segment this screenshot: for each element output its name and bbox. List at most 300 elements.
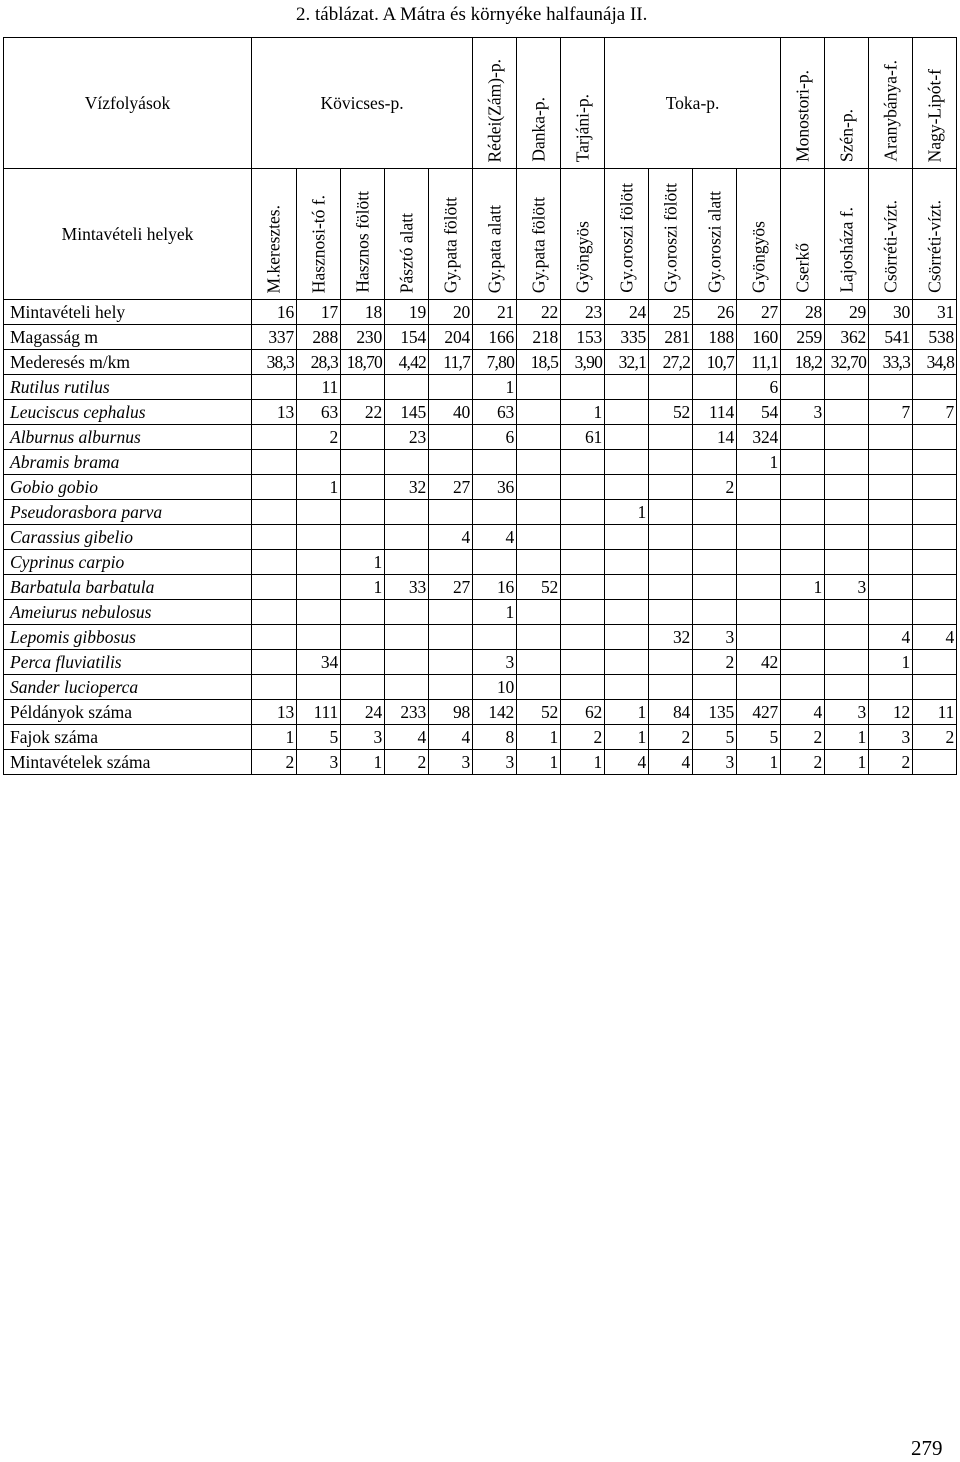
value-cell <box>825 475 869 500</box>
value-cell <box>517 675 561 700</box>
value-cell <box>913 425 957 450</box>
value-cell <box>385 500 429 525</box>
row-label: Példányok száma <box>4 700 252 725</box>
value-cell <box>605 375 649 400</box>
value-cell <box>429 450 473 475</box>
value-cell: 166 <box>473 325 517 350</box>
value-cell: 54 <box>737 400 781 425</box>
value-cell <box>252 500 297 525</box>
value-cell <box>252 475 297 500</box>
value-cell: 27 <box>429 475 473 500</box>
value-cell: 142 <box>473 700 517 725</box>
value-cell <box>693 575 737 600</box>
watercourse-cell <box>825 38 869 169</box>
value-cell <box>561 375 605 400</box>
value-cell <box>913 575 957 600</box>
value-cell <box>693 525 737 550</box>
header-row-watercourses <box>4 38 957 169</box>
value-cell <box>605 625 649 650</box>
value-cell <box>341 525 385 550</box>
value-cell: 4 <box>869 625 913 650</box>
value-cell: 18 <box>341 300 385 325</box>
value-cell <box>429 375 473 400</box>
value-cell <box>429 550 473 575</box>
value-cell <box>825 425 869 450</box>
value-cell: 10,7 <box>693 350 737 375</box>
watercourse-cell <box>473 38 517 169</box>
site-cell <box>429 169 473 300</box>
value-cell <box>605 425 649 450</box>
value-cell <box>781 500 825 525</box>
value-cell: 16 <box>252 300 297 325</box>
value-cell <box>649 550 693 575</box>
table-row <box>4 325 957 350</box>
value-cell: 18,5 <box>517 350 561 375</box>
value-cell: 1 <box>473 600 517 625</box>
watercourse-name: Rédei(Zám)-p. <box>483 58 504 162</box>
value-cell <box>252 525 297 550</box>
value-cell: 22 <box>517 300 561 325</box>
value-cell <box>385 650 429 675</box>
value-cell <box>252 600 297 625</box>
value-cell: 1 <box>517 750 561 775</box>
value-cell <box>869 450 913 475</box>
value-cell <box>649 475 693 500</box>
value-cell <box>429 625 473 650</box>
value-cell: 23 <box>561 300 605 325</box>
value-cell <box>693 375 737 400</box>
value-cell: 5 <box>297 725 341 750</box>
value-cell <box>517 500 561 525</box>
value-cell: 32,70 <box>825 350 869 375</box>
value-cell: 63 <box>297 400 341 425</box>
value-cell: 3 <box>297 750 341 775</box>
value-cell <box>605 400 649 425</box>
site-cell <box>869 169 913 300</box>
watercourse-name: Tarjáni-p. <box>571 93 592 162</box>
value-cell: 42 <box>737 650 781 675</box>
value-cell: 2 <box>781 725 825 750</box>
value-cell: 3 <box>341 725 385 750</box>
value-cell: 2 <box>385 750 429 775</box>
value-cell: 1 <box>825 725 869 750</box>
value-cell <box>605 525 649 550</box>
value-cell: 2 <box>913 725 957 750</box>
value-cell <box>561 525 605 550</box>
value-cell <box>781 625 825 650</box>
value-cell: 4 <box>429 725 473 750</box>
table-row <box>4 425 957 450</box>
value-cell: 98 <box>429 700 473 725</box>
value-cell: 27 <box>429 575 473 600</box>
value-cell <box>385 375 429 400</box>
table-row <box>4 625 957 650</box>
value-cell: 145 <box>385 400 429 425</box>
value-cell: 2 <box>252 750 297 775</box>
table-row <box>4 375 957 400</box>
value-cell: 324 <box>737 425 781 450</box>
value-cell: 61 <box>561 425 605 450</box>
value-cell <box>913 375 957 400</box>
value-cell: 2 <box>869 750 913 775</box>
value-cell: 34 <box>297 650 341 675</box>
value-cell: 30 <box>869 300 913 325</box>
watercourse-cell <box>781 38 825 169</box>
site-name: Gy.oroszi fölött <box>615 183 636 293</box>
value-cell <box>341 675 385 700</box>
value-cell <box>693 550 737 575</box>
value-cell <box>737 625 781 650</box>
value-cell <box>781 525 825 550</box>
value-cell: 18,2 <box>781 350 825 375</box>
value-cell <box>561 550 605 575</box>
value-cell <box>781 600 825 625</box>
value-cell: 281 <box>649 325 693 350</box>
value-cell: 33,3 <box>869 350 913 375</box>
value-cell: 17 <box>297 300 341 325</box>
value-cell <box>297 500 341 525</box>
site-name: Gy.oroszi alatt <box>703 191 724 293</box>
value-cell <box>517 400 561 425</box>
value-cell: 2 <box>297 425 341 450</box>
value-cell: 28,3 <box>297 350 341 375</box>
value-cell: 362 <box>825 325 869 350</box>
site-name: Csörréti-vízt. <box>879 200 900 293</box>
row-label: Mintavételi hely <box>4 300 252 325</box>
site-cell <box>252 169 297 300</box>
value-cell <box>297 525 341 550</box>
value-cell: 1 <box>737 750 781 775</box>
value-cell: 2 <box>561 725 605 750</box>
value-cell <box>385 525 429 550</box>
value-cell <box>385 625 429 650</box>
site-name: Gy.pata fölött <box>439 196 460 293</box>
value-cell: 114 <box>693 400 737 425</box>
value-cell: 1 <box>297 475 341 500</box>
value-cell: 1 <box>869 650 913 675</box>
value-cell <box>517 525 561 550</box>
value-cell: 4 <box>913 625 957 650</box>
watercourse-cell <box>517 38 561 169</box>
value-cell <box>385 675 429 700</box>
table-row <box>4 750 957 775</box>
value-cell <box>341 500 385 525</box>
value-cell: 7,80 <box>473 350 517 375</box>
value-cell <box>252 625 297 650</box>
watercourse-cell <box>561 38 605 169</box>
value-cell <box>737 600 781 625</box>
value-cell <box>869 550 913 575</box>
value-cell <box>297 575 341 600</box>
value-cell: 3 <box>473 650 517 675</box>
value-cell: 4 <box>385 725 429 750</box>
watercourse-name: Nagy-Lipót-f <box>923 68 944 162</box>
species-name: Pseudorasbora parva <box>4 500 252 525</box>
value-cell <box>252 425 297 450</box>
species-name: Abramis brama <box>4 450 252 475</box>
value-cell: 3 <box>869 725 913 750</box>
value-cell: 188 <box>693 325 737 350</box>
table-row <box>4 350 957 375</box>
value-cell <box>341 475 385 500</box>
value-cell <box>737 525 781 550</box>
table-row <box>4 300 957 325</box>
species-name: Lepomis gibbosus <box>4 625 252 650</box>
value-cell: 23 <box>385 425 429 450</box>
value-cell <box>517 625 561 650</box>
value-cell <box>341 625 385 650</box>
species-name: Perca fluviatilis <box>4 650 252 675</box>
value-cell <box>429 600 473 625</box>
value-cell <box>825 675 869 700</box>
value-cell <box>913 650 957 675</box>
value-cell <box>605 575 649 600</box>
value-cell <box>385 450 429 475</box>
value-cell <box>473 450 517 475</box>
site-cell <box>517 169 561 300</box>
value-cell: 6 <box>737 375 781 400</box>
species-name: Gobio gobio <box>4 475 252 500</box>
site-name: Pásztó alatt <box>395 212 416 293</box>
value-cell <box>605 600 649 625</box>
row-label: Mintavételek száma <box>4 750 252 775</box>
value-cell: 1 <box>605 500 649 525</box>
value-cell: 1 <box>605 700 649 725</box>
value-cell: 233 <box>385 700 429 725</box>
value-cell: 218 <box>517 325 561 350</box>
row-label: Mederesés m/km <box>4 350 252 375</box>
value-cell <box>825 525 869 550</box>
value-cell <box>297 450 341 475</box>
value-cell: 3 <box>825 575 869 600</box>
value-cell <box>649 650 693 675</box>
value-cell: 204 <box>429 325 473 350</box>
value-cell: 4 <box>605 750 649 775</box>
value-cell: 1 <box>341 550 385 575</box>
value-cell: 32 <box>649 625 693 650</box>
value-cell: 10 <box>473 675 517 700</box>
row-label: Fajok száma <box>4 725 252 750</box>
table-row <box>4 600 957 625</box>
value-cell <box>781 650 825 675</box>
value-cell: 111 <box>297 700 341 725</box>
watercourse-cell: Kövicses-p. <box>252 38 473 169</box>
value-cell <box>297 625 341 650</box>
value-cell: 62 <box>561 700 605 725</box>
species-name: Leuciscus cephalus <box>4 400 252 425</box>
value-cell: 4 <box>649 750 693 775</box>
value-cell <box>869 575 913 600</box>
value-cell <box>869 425 913 450</box>
value-cell <box>561 575 605 600</box>
value-cell: 1 <box>737 450 781 475</box>
value-cell: 337 <box>252 325 297 350</box>
sites-header: Mintavételi helyek <box>4 169 252 300</box>
value-cell: 27 <box>737 300 781 325</box>
value-cell: 1 <box>781 575 825 600</box>
value-cell <box>869 500 913 525</box>
value-cell: 2 <box>649 725 693 750</box>
value-cell <box>825 500 869 525</box>
value-cell: 29 <box>825 300 869 325</box>
value-cell <box>605 650 649 675</box>
value-cell: 52 <box>517 700 561 725</box>
site-name: Gyöngyös <box>747 221 768 293</box>
site-name: Gy.pata fölött <box>527 196 548 293</box>
watercourse-cell: Toka-p. <box>605 38 781 169</box>
site-cell <box>297 169 341 300</box>
value-cell: 538 <box>913 325 957 350</box>
species-name: Rutilus rutilus <box>4 375 252 400</box>
value-cell <box>913 675 957 700</box>
value-cell: 7 <box>869 400 913 425</box>
value-cell <box>649 425 693 450</box>
value-cell <box>561 600 605 625</box>
value-cell <box>913 450 957 475</box>
value-cell <box>561 475 605 500</box>
value-cell <box>649 525 693 550</box>
value-cell: 11 <box>297 375 341 400</box>
value-cell: 24 <box>605 300 649 325</box>
value-cell <box>561 650 605 675</box>
site-name: Gy.oroszi fölött <box>659 183 680 293</box>
value-cell <box>341 450 385 475</box>
value-cell <box>605 550 649 575</box>
value-cell: 335 <box>605 325 649 350</box>
value-cell <box>429 650 473 675</box>
value-cell: 160 <box>737 325 781 350</box>
value-cell <box>385 550 429 575</box>
species-name: Alburnus alburnus <box>4 425 252 450</box>
site-cell <box>737 169 781 300</box>
site-name: Gy.pata alatt <box>483 204 504 293</box>
value-cell <box>737 500 781 525</box>
value-cell: 21 <box>473 300 517 325</box>
value-cell: 27,2 <box>649 350 693 375</box>
value-cell: 52 <box>649 400 693 425</box>
watercourse-cell <box>869 38 913 169</box>
site-name: Csörréti-vízt. <box>923 200 944 293</box>
site-cell <box>693 169 737 300</box>
value-cell <box>649 450 693 475</box>
value-cell <box>252 650 297 675</box>
value-cell: 52 <box>517 575 561 600</box>
value-cell: 1 <box>561 750 605 775</box>
value-cell <box>517 600 561 625</box>
value-cell: 288 <box>297 325 341 350</box>
site-name: M.keresztes. <box>263 204 284 293</box>
value-cell <box>825 450 869 475</box>
value-cell <box>517 475 561 500</box>
value-cell <box>252 575 297 600</box>
value-cell <box>649 500 693 525</box>
value-cell: 259 <box>781 325 825 350</box>
value-cell: 2 <box>781 750 825 775</box>
value-cell: 34,8 <box>913 350 957 375</box>
value-cell: 153 <box>561 325 605 350</box>
value-cell <box>869 600 913 625</box>
table-title: 2. táblázat. A Mátra és környéke halfaunája II. <box>296 4 648 25</box>
value-cell <box>297 675 341 700</box>
fish-fauna-table <box>3 37 957 775</box>
value-cell <box>561 500 605 525</box>
value-cell: 3 <box>693 750 737 775</box>
watercourse-cell <box>913 38 957 169</box>
value-cell: 11 <box>913 700 957 725</box>
table-row <box>4 525 957 550</box>
site-cell <box>385 169 429 300</box>
value-cell <box>561 625 605 650</box>
value-cell <box>297 550 341 575</box>
value-cell: 84 <box>649 700 693 725</box>
value-cell <box>517 375 561 400</box>
value-cell: 40 <box>429 400 473 425</box>
value-cell: 1 <box>473 375 517 400</box>
value-cell: 26 <box>693 300 737 325</box>
site-name: Lajosháza f. <box>835 207 856 293</box>
value-cell <box>297 600 341 625</box>
value-cell <box>825 400 869 425</box>
value-cell <box>649 600 693 625</box>
value-cell: 541 <box>869 325 913 350</box>
site-cell <box>825 169 869 300</box>
value-cell: 14 <box>693 425 737 450</box>
value-cell <box>737 575 781 600</box>
value-cell: 12 <box>869 700 913 725</box>
value-cell <box>429 425 473 450</box>
table-row <box>4 650 957 675</box>
table-row <box>4 475 957 500</box>
value-cell: 427 <box>737 700 781 725</box>
value-cell: 4 <box>781 700 825 725</box>
value-cell <box>473 625 517 650</box>
table-row <box>4 725 957 750</box>
value-cell: 22 <box>341 400 385 425</box>
table-row <box>4 700 957 725</box>
value-cell: 33 <box>385 575 429 600</box>
value-cell: 11,7 <box>429 350 473 375</box>
site-name: Cserkő <box>791 243 812 293</box>
value-cell: 11,1 <box>737 350 781 375</box>
value-cell <box>649 675 693 700</box>
value-cell: 13 <box>252 700 297 725</box>
value-cell: 3 <box>429 750 473 775</box>
value-cell <box>649 575 693 600</box>
site-name: Hasznosi-tó f. <box>307 194 328 293</box>
value-cell: 38,3 <box>252 350 297 375</box>
value-cell: 1 <box>561 400 605 425</box>
value-cell <box>869 375 913 400</box>
table-caption <box>0 0 960 30</box>
value-cell: 63 <box>473 400 517 425</box>
value-cell <box>913 750 957 775</box>
value-cell: 135 <box>693 700 737 725</box>
header-row-sites <box>4 169 957 300</box>
value-cell <box>737 475 781 500</box>
value-cell: 20 <box>429 300 473 325</box>
value-cell: 5 <box>737 725 781 750</box>
value-cell <box>913 600 957 625</box>
value-cell <box>517 450 561 475</box>
value-cell <box>517 425 561 450</box>
value-cell: 2 <box>693 475 737 500</box>
value-cell <box>693 600 737 625</box>
value-cell: 230 <box>341 325 385 350</box>
value-cell <box>825 650 869 675</box>
value-cell <box>913 525 957 550</box>
value-cell <box>693 500 737 525</box>
table-body <box>4 38 957 775</box>
